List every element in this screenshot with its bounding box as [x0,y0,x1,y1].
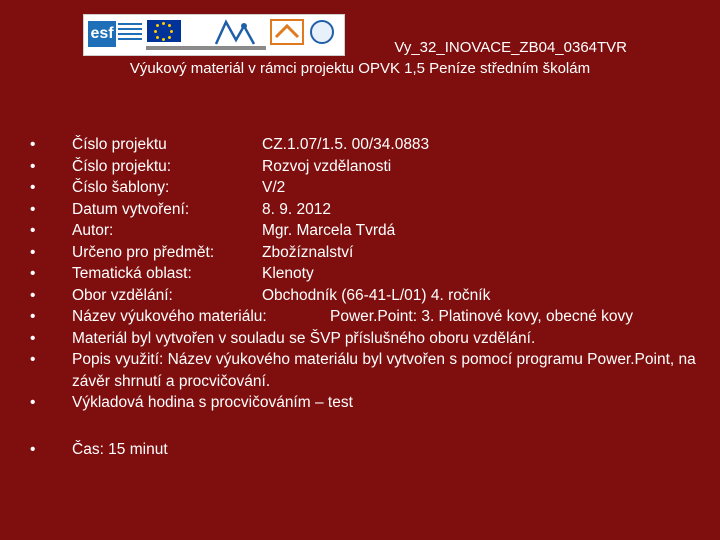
row-value: Klenoty [262,265,314,282]
bullet: • [30,394,36,411]
bullet: • [30,286,36,304]
bullet: • [30,329,36,347]
list-item [28,439,708,461]
info-list [28,134,708,460]
lesson-statement: Výkladová hodina s procvičováním – test [72,394,353,411]
row-value: Zbožíznalství [262,243,354,261]
bullet: • [30,222,36,239]
row-label: Číslo šablony: [72,179,170,196]
row-label: Obor vzdělání: [72,286,173,304]
list-item [28,156,708,178]
list-item [28,199,708,221]
msmt-logo-icon [212,18,258,48]
bullet: • [30,351,36,368]
list-item [28,263,708,285]
row-value: Mgr. Marcela Tvrdá [262,222,396,239]
row-label: Určeno pro předmět: [72,243,215,261]
bullet: • [30,179,36,196]
bullet: • [30,136,36,153]
list-item [28,220,708,242]
list-item [28,134,708,156]
material-name-label: Název výukového materiálu: [72,308,267,325]
row-value: Obchodník (66-41-L/01) 4. ročník [262,286,491,304]
usage-statement: Popis využití: Název výukového materiálu byl vytvořen s pomocí programu Power.Point, na závěr shrnutí a procvičování. [72,351,696,390]
list-item [28,306,708,328]
material-code: Vy_32_INOVACE_ZB04_0364TVR [394,39,627,56]
list-item [28,177,708,199]
row-value: CZ.1.07/1.5. 00/34.0883 [262,136,430,153]
material-name-value: Power.Point: 3. Platinové kovy, obecné kovy [330,308,633,325]
list-item [28,328,708,350]
opvk-logo-icon [270,19,304,45]
bullet: • [30,265,36,282]
bullet: • [30,243,36,261]
esf-logo-icon: esf [88,19,142,49]
created-per-statement: Materiál byl vytvořen v souladu se ŠVP příslušného oboru vzdělání. [72,329,536,347]
row-label: Číslo projektu [72,136,167,153]
seal-logo-icon [310,20,334,44]
list-item [28,242,708,264]
bullet: • [30,440,36,458]
bullet: • [30,157,36,175]
bullet: • [30,308,36,325]
logo-caption [146,46,266,50]
time-statement: Čas: 15 minut [72,440,168,458]
row-label: Autor: [72,222,114,239]
page-subtitle: Výukový materiál v rámci projektu OPVK 1,5 Peníze středním školám [129,60,591,77]
bullet: • [30,200,36,218]
row-value: Rozvoj vzdělanosti [262,157,392,175]
row-label: Číslo projektu: [72,157,172,175]
list-item [28,392,708,414]
list-item [28,349,708,392]
row-label: Datum vytvoření: [72,200,190,218]
list-item [28,285,708,307]
eu-flag-icon [147,20,181,42]
row-label: Tematická oblast: [72,265,192,282]
logo-bar [83,14,345,56]
row-value: V/2 [262,179,286,196]
row-value: 8. 9. 2012 [262,200,331,218]
